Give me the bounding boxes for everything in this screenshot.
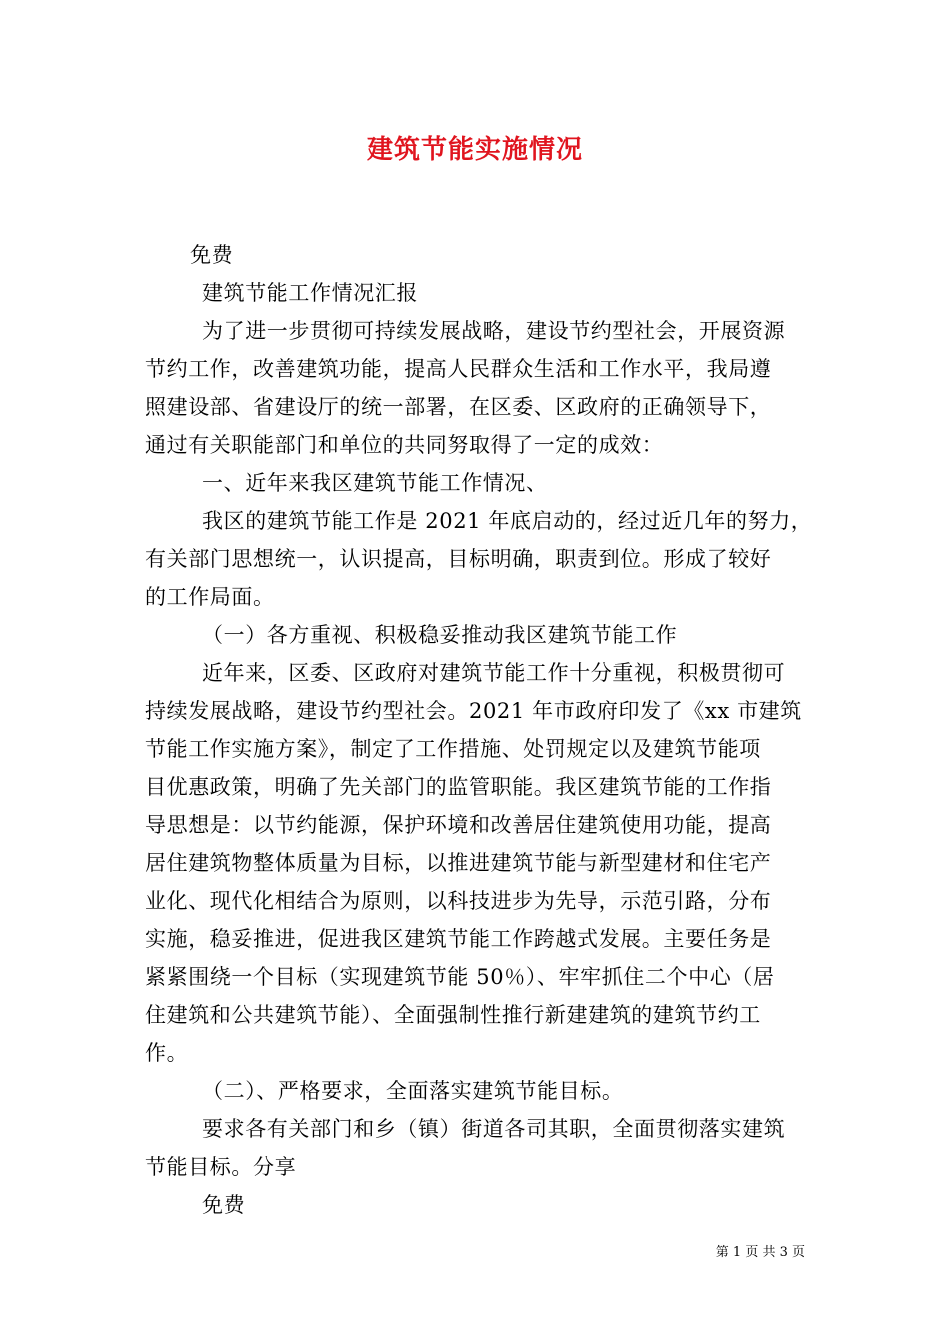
text-line: 节约工作，改善建筑功能，提高人民群众生活和工作水平，我局遵 xyxy=(145,357,772,381)
subsection-heading-2: （二）、严格要求，全面落实建筑节能目标。 xyxy=(202,1079,624,1103)
text-line: 的工作局面。 xyxy=(145,585,275,609)
text-line: 照建设部、省建设厅的统一部署，在区委、区政府的正确领导下， xyxy=(145,395,772,419)
document-title: 建筑节能实施情况 xyxy=(366,135,583,165)
text-line: 为了进一步贯彻可持续发展战略，建设节约型社会，开展资源 xyxy=(202,319,786,343)
text-line: 目优惠政策，明确了先关部门的监管职能。我区建筑节能的工作指 xyxy=(145,775,772,799)
text-line: 实施，稳妥推进，促进我区建筑节能工作跨越式发展。主要任务是 xyxy=(145,927,772,951)
text-line-free-top: 免费 xyxy=(190,243,234,267)
text-line: 有关部门思想统一，认识提高，目标明确，职责到位。形成了较好 xyxy=(145,547,772,571)
text-line-report-title: 建筑节能工作情况汇报 xyxy=(202,281,418,305)
text-line: 要求各有关部门和乡（镇）街道各司其职，全面贯彻落实建筑 xyxy=(202,1117,786,1141)
text-line: 居住建筑物整体质量为目标，以推进建筑节能与新型建材和住宅产 xyxy=(145,851,772,875)
text-line-free-bottom: 免费 xyxy=(202,1193,246,1217)
text-line: 作。 xyxy=(145,1041,189,1065)
text-line: 持续发展战略，建设节约型社会。2021 年市政府印发了《xx 市建筑 xyxy=(145,699,802,723)
subsection-heading-1: （一）各方重视、积极稳妥推动我区建筑节能工作 xyxy=(202,623,678,647)
text-line: 导思想是：以节约能源，保护环境和改善居住建筑使用功能，提高 xyxy=(145,813,772,837)
text-line: 业化、现代化相结合为原则，以科技进步为先导，示范引路，分布 xyxy=(145,889,772,913)
text-line: 紧紧围绕一个目标（实现建筑节能 50％）、牢牢抓住二个中心（居 xyxy=(145,965,775,989)
text-line: 通过有关职能部门和单位的共同努取得了一定的成效： xyxy=(145,433,664,457)
text-line: 近年来，区委、区政府对建筑节能工作十分重视，积极贯彻可 xyxy=(202,661,786,685)
text-line: 节能目标。分享 xyxy=(145,1155,297,1179)
text-line: 我区的建筑节能工作是 2021 年底启动的，经过近几年的努力， xyxy=(202,509,813,533)
text-line: 住建筑和公共建筑节能）、全面强制性推行新建建筑的建筑节约工 xyxy=(145,1003,761,1027)
section-heading-1: 一、近年来我区建筑节能工作情况、 xyxy=(202,471,548,495)
page-number-footer: 第 1 页 共 3 页 xyxy=(715,1245,805,1260)
text-line: 节能工作实施方案》，制定了工作措施、处罚规定以及建筑节能项 xyxy=(145,737,761,761)
